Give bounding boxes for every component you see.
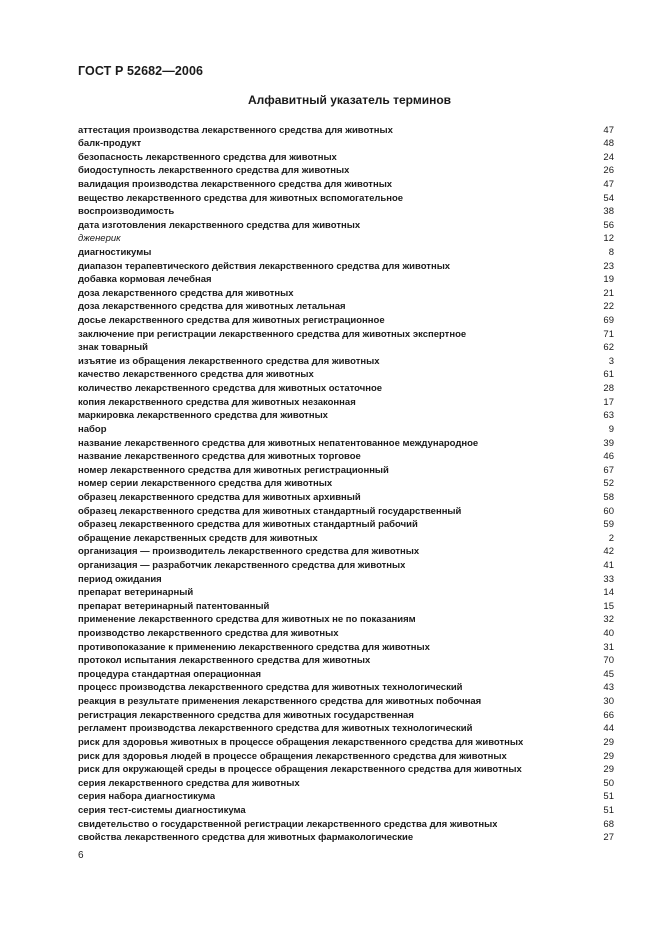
index-term: процедура стандартная операционная: [78, 668, 262, 680]
index-page-ref: 47: [603, 124, 614, 136]
index-page-ref: 15: [603, 600, 614, 612]
index-page-ref: 61: [603, 369, 614, 381]
index-page-ref: 39: [603, 437, 614, 449]
index-term: серия тест-системы диагностикума: [78, 804, 246, 816]
index-term: вещество лекарственного средства для животных вспомогательное: [78, 192, 404, 204]
index-term: безопасность лекарственного средства для животных: [78, 151, 337, 163]
index-term: препарат ветеринарный: [78, 587, 194, 599]
index-term: образец лекарственного средства для животных архивный: [78, 491, 361, 503]
index-page-ref: 60: [603, 505, 614, 517]
index-page-ref: 3: [608, 355, 614, 367]
index-term: номер серии лекарственного средства для животных: [78, 478, 333, 490]
index-page-ref: 47: [603, 178, 614, 190]
index-page-ref: 71: [603, 328, 614, 340]
index-page-ref: 17: [603, 396, 614, 408]
index-entry: [78, 205, 614, 219]
index-entry: [78, 736, 614, 750]
index-page-ref: 41: [603, 560, 614, 571]
page-number: 6: [78, 850, 84, 861]
index-term: диагностикумы: [78, 246, 152, 258]
index-entry: [78, 750, 614, 764]
standard-designation: ГОСТ Р 52682—2006: [78, 64, 204, 78]
index-entry: [78, 559, 614, 573]
index-page-ref: 32: [603, 614, 614, 626]
index-page-ref: 26: [603, 165, 614, 177]
index-page-ref: 44: [603, 723, 614, 735]
index-page-ref: 31: [603, 641, 614, 653]
index-term: воспроизводимость: [78, 206, 175, 218]
index-entry: [78, 586, 614, 600]
index-term: риск для здоровья людей в процессе обращения лекарственного средства для животных: [78, 750, 507, 762]
index-page-ref: 42: [603, 546, 614, 558]
index-page-ref: 48: [603, 138, 614, 150]
index-page-ref: 56: [603, 219, 614, 231]
index-entry: [78, 668, 614, 682]
index-page-ref: 58: [603, 491, 614, 503]
index-term: название лекарственного средства для животных торговое: [78, 451, 361, 463]
index-entry: [78, 437, 614, 451]
index-term: знак товарный: [78, 342, 148, 354]
index-term: организация — производитель лекарственного средства для животных: [78, 546, 420, 558]
index-term: организация — разработчик лекарственного средства для животных: [78, 560, 406, 571]
index-entry: [78, 464, 614, 478]
index-page-ref: 30: [603, 696, 614, 708]
index-entry: [78, 219, 614, 233]
index-term: валидация производства лекарственного средства для животных: [78, 178, 393, 190]
index-entry: [78, 246, 614, 260]
index-entry: [78, 491, 614, 505]
index-page-ref: 63: [603, 410, 614, 422]
index-entry: [78, 232, 614, 246]
index-entry: [78, 178, 614, 192]
index-page-ref: 33: [603, 573, 614, 585]
index-term: образец лекарственного средства для животных стандартный государственный: [78, 505, 462, 517]
index-entry: [78, 573, 614, 587]
index-entry: [78, 260, 614, 274]
index-entry: [78, 450, 614, 464]
index-entry: [78, 368, 614, 382]
index-entry: [78, 722, 614, 736]
index-term: регламент производства лекарственного средства для животных технологический: [78, 723, 473, 735]
index-entry: [78, 818, 614, 832]
index-page-ref: 69: [603, 315, 614, 327]
index-term: дата изготовления лекарственного средства для животных: [78, 219, 361, 231]
index-term: качество лекарственного средства для животных: [78, 369, 314, 381]
index-page-ref: 54: [603, 192, 614, 204]
index-page-ref: 21: [603, 287, 614, 299]
index-term: серия лекарственного средства для животных: [78, 777, 300, 789]
index-term: доза лекарственного средства для животных: [78, 287, 294, 299]
term-index-list: [78, 124, 614, 845]
index-entry: [78, 137, 614, 151]
index-entry: [78, 600, 614, 614]
index-page-ref: 51: [603, 791, 614, 803]
index-entry: [78, 355, 614, 369]
index-term: номер лекарственного средства для животных регистрационный: [78, 464, 389, 476]
index-term: свидетельство о государственной регистрации лекарственного средства для животных: [78, 818, 498, 830]
index-entry: [78, 423, 614, 437]
index-page-ref: 8: [608, 246, 614, 258]
index-term: протокол испытания лекарственного средства для животных: [78, 655, 371, 667]
index-term: дженерик: [78, 233, 121, 245]
index-term: реакция в результате применения лекарственного средства для животных побочная: [78, 696, 482, 708]
index-entry: [78, 341, 614, 355]
index-term: количество лекарственного средства для животных остаточное: [78, 383, 383, 395]
index-page-ref: 24: [603, 151, 614, 163]
index-page-ref: 38: [603, 206, 614, 218]
index-term: добавка кормовая лечебная: [78, 274, 212, 286]
index-term: копия лекарственного средства для животных незаконная: [78, 396, 356, 408]
index-entry: [78, 654, 614, 668]
index-entry: [78, 151, 614, 165]
index-term: противопоказание к применению лекарственного средства для животных: [78, 641, 430, 653]
index-term: изъятие из обращения лекарственного средства для животных: [78, 355, 380, 367]
index-page-ref: 2: [608, 532, 614, 544]
index-term: препарат ветеринарный патентованный: [78, 600, 270, 612]
index-entry: [78, 709, 614, 723]
index-entry: [78, 396, 614, 410]
index-title: Алфавитный указатель терминов: [247, 93, 452, 107]
index-page-ref: 27: [603, 832, 614, 844]
index-term: диапазон терапевтического действия лекарственного средства для животных: [78, 260, 451, 272]
index-term: регистрация лекарственного средства для животных государственная: [78, 709, 414, 721]
index-page-ref: 51: [603, 804, 614, 816]
index-page-ref: 70: [603, 655, 614, 667]
index-entry: [78, 192, 614, 206]
index-page-ref: 28: [603, 383, 614, 395]
index-page-ref: 22: [603, 301, 614, 313]
index-entry: [78, 124, 614, 138]
index-term: аттестация производства лекарственного средства для животных: [78, 124, 393, 136]
index-page-ref: 12: [603, 233, 614, 245]
index-page-ref: 52: [603, 478, 614, 490]
index-entry: [78, 790, 614, 804]
index-page-ref: 62: [603, 342, 614, 354]
index-page-ref: 46: [603, 451, 614, 463]
index-page-ref: 29: [603, 764, 614, 776]
index-entry: [78, 328, 614, 342]
index-entry: [78, 641, 614, 655]
index-term: доза лекарственного средства для животных летальная: [78, 301, 346, 313]
index-page-ref: 19: [603, 274, 614, 286]
index-term: биодоступность лекарственного средства для животных: [78, 165, 350, 177]
index-term: название лекарственного средства для животных непатентованное международное: [78, 437, 479, 449]
index-entry: [78, 545, 614, 559]
index-page-ref: 45: [603, 668, 614, 680]
index-term: период ожидания: [78, 573, 162, 585]
index-page-ref: 23: [603, 260, 614, 272]
index-page-ref: 59: [603, 519, 614, 531]
index-entry: [78, 613, 614, 627]
index-entry: [78, 804, 614, 818]
index-entry: [78, 409, 614, 423]
index-term: процесс производства лекарственного средства для животных технологический: [78, 682, 463, 694]
index-page-ref: 67: [603, 464, 614, 476]
index-entry: [78, 287, 614, 301]
index-entry: [78, 763, 614, 777]
index-page-ref: 29: [603, 736, 614, 748]
index-term: образец лекарственного средства для животных стандартный рабочий: [78, 519, 418, 531]
index-term: производство лекарственного средства для животных: [78, 628, 339, 640]
index-entry: [78, 518, 614, 532]
index-entry: [78, 273, 614, 287]
index-entry: [78, 777, 614, 791]
index-entry: [78, 164, 614, 178]
index-term: риск для окружающей среды в процессе обращения лекарственного средства для животных: [78, 764, 522, 776]
index-entry: [78, 477, 614, 491]
index-entry: [78, 382, 614, 396]
index-page-ref: 68: [603, 818, 614, 830]
index-page-ref: 43: [603, 682, 614, 694]
index-entry: [78, 695, 614, 709]
index-entry: [78, 314, 614, 328]
index-page-ref: 40: [603, 628, 614, 640]
index-page-ref: 66: [603, 709, 614, 721]
index-term: обращение лекарственных средств для животных: [78, 532, 318, 544]
index-page-ref: 14: [603, 587, 614, 599]
index-page-ref: 29: [603, 750, 614, 762]
index-entry: [78, 831, 614, 845]
index-entry: [78, 627, 614, 641]
index-term: набор: [78, 423, 107, 435]
index-term: маркировка лекарственного средства для животных: [78, 410, 328, 422]
index-term: применение лекарственного средства для животных не по показаниям: [78, 614, 416, 626]
index-term: риск для здоровья животных в процессе обращения лекарственного средства для животных: [78, 736, 524, 748]
index-term: досье лекарственного средства для животных регистрационное: [78, 315, 385, 327]
index-term: заключение при регистрации лекарственного средства для животных экспертное: [78, 328, 467, 340]
index-term: балк-продукт: [78, 138, 142, 150]
index-entry: [78, 300, 614, 314]
index-entry: [78, 505, 614, 519]
index-entry: [78, 532, 614, 546]
index-term: серия набора диагностикума: [78, 791, 216, 803]
index-entry: [78, 681, 614, 695]
index-page-ref: 9: [608, 423, 614, 435]
index-term: свойства лекарственного средства для животных фармакологические: [78, 832, 414, 844]
index-page-ref: 50: [603, 777, 614, 789]
